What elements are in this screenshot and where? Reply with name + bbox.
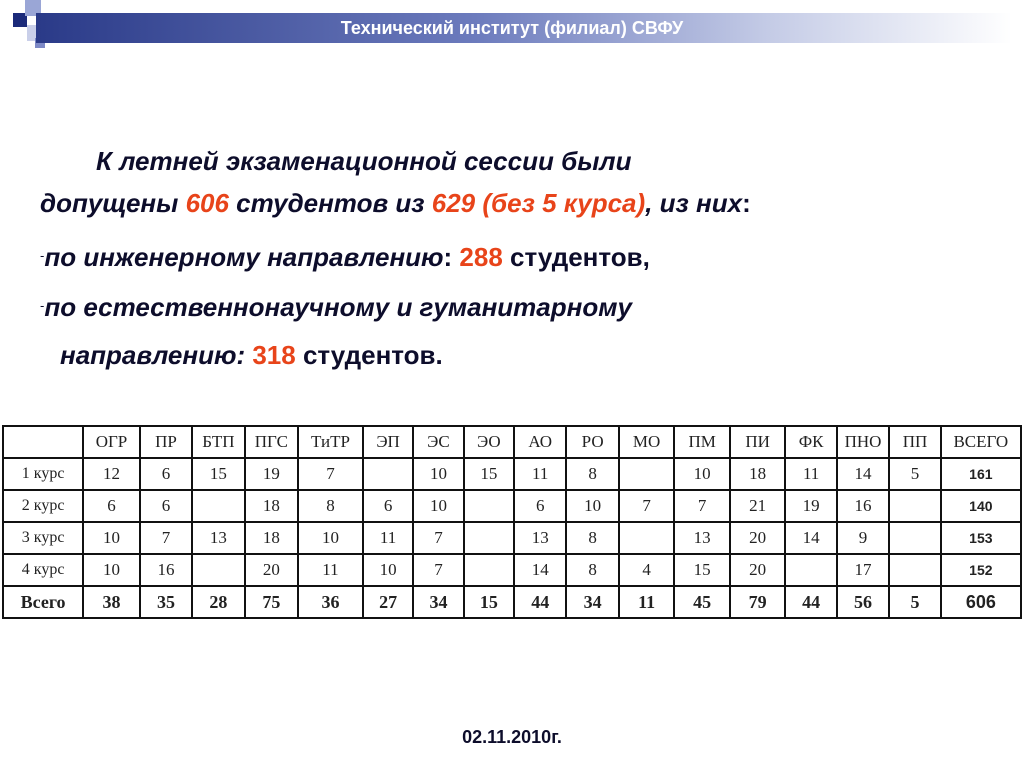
table-header-cell: РО (566, 426, 618, 458)
table-cell: 56 (837, 586, 889, 618)
table-cell: 20 (730, 554, 786, 586)
table-cell (889, 522, 940, 554)
table-cell (464, 554, 514, 586)
table-cell: 6 (83, 490, 140, 522)
table-cell: 79 (730, 586, 786, 618)
row-label-cell: 1 курс (3, 458, 83, 490)
table-cell: 20 (245, 554, 298, 586)
table-cell: 14 (785, 522, 836, 554)
table-header-row (3, 426, 1021, 458)
table-cell: 10 (413, 458, 463, 490)
summary-line-2 (40, 188, 751, 219)
table-cell: 14 (837, 458, 889, 490)
summary-line-4 (40, 292, 632, 323)
table-row (3, 522, 1021, 554)
row-total-cell: 153 (941, 522, 1021, 554)
table-cell: 10 (566, 490, 618, 522)
table-cell: 16 (837, 490, 889, 522)
table-cell: 13 (192, 522, 244, 554)
table-header-cell: ЭП (363, 426, 413, 458)
table-cell: 14 (514, 554, 566, 586)
table-row (3, 554, 1021, 586)
table-cell: 18 (245, 490, 298, 522)
row-label-cell: 3 курс (3, 522, 83, 554)
table-header-cell: ПП (889, 426, 940, 458)
table-cell: 7 (619, 490, 675, 522)
table-header-cell: ПГС (245, 426, 298, 458)
table-cell: 16 (140, 554, 192, 586)
table-cell: 38 (83, 586, 140, 618)
admitted-label: допущены (40, 188, 186, 218)
row-total-cell: 152 (941, 554, 1021, 586)
row-label-cell: 4 курс (3, 554, 83, 586)
table-cell: 18 (245, 522, 298, 554)
table-header-cell: ВСЕГО (941, 426, 1021, 458)
colon: : (742, 188, 751, 218)
table-cell: 11 (514, 458, 566, 490)
students-label: студентов. (295, 340, 443, 370)
table-cell (619, 522, 675, 554)
table-cell: 7 (298, 458, 363, 490)
table-row (3, 458, 1021, 490)
science-humanities-label: по естественнонаучному и гуманитарному (44, 292, 632, 322)
table-cell: 17 (837, 554, 889, 586)
table-cell: 8 (298, 490, 363, 522)
table-cell: 36 (298, 586, 363, 618)
table-cell: 20 (730, 522, 786, 554)
page-title: Технический институт (филиал) СВФУ (340, 18, 684, 38)
table-cell (619, 458, 675, 490)
table-cell (889, 490, 940, 522)
table-cell: 10 (83, 554, 140, 586)
table-header-cell: ФК (785, 426, 836, 458)
table-cell: 13 (514, 522, 566, 554)
summary-line-3 (40, 242, 650, 273)
row-label-cell: Всего (3, 586, 83, 618)
engineering-count: 288 (459, 242, 503, 272)
table-cell: 10 (83, 522, 140, 554)
summary-line-1: К летней экзаменационной сессии были (96, 146, 632, 176)
table-cell: 5 (889, 586, 940, 618)
table-cell: 45 (674, 586, 730, 618)
table-cell (464, 490, 514, 522)
slide-date: 02.11.2010г. (462, 727, 562, 747)
table-cell: 11 (298, 554, 363, 586)
science-humanities-count: 318 (252, 340, 296, 370)
summary-line-5 (60, 340, 443, 371)
table-header-cell: ПР (140, 426, 192, 458)
table-cell (192, 490, 244, 522)
table-header-cell: ЭО (464, 426, 514, 458)
table-cell: 6 (140, 490, 192, 522)
table-cell: 35 (140, 586, 192, 618)
table-cell: 9 (837, 522, 889, 554)
table-header-cell: ПИ (730, 426, 786, 458)
table-cell: 75 (245, 586, 298, 618)
table-cell: 8 (566, 554, 618, 586)
table-cell: 7 (413, 522, 463, 554)
table-cell: 15 (674, 554, 730, 586)
table-cell: 6 (363, 490, 413, 522)
table-cell: 27 (363, 586, 413, 618)
table-header-cell: МО (619, 426, 675, 458)
table-cell: 10 (413, 490, 463, 522)
table-cell: 34 (413, 586, 463, 618)
table-cell: 8 (566, 522, 618, 554)
row-total-cell: 161 (941, 458, 1021, 490)
table-cell: 6 (140, 458, 192, 490)
row-label-cell: 2 курс (3, 490, 83, 522)
students-of-label: студентов из (228, 188, 432, 218)
total-count: 629 (без 5 курса) (431, 188, 646, 218)
table-cell: 7 (674, 490, 730, 522)
table-cell (785, 554, 836, 586)
table-cell: 13 (674, 522, 730, 554)
table-cell: 11 (363, 522, 413, 554)
table-cell: 4 (619, 554, 675, 586)
table-cell: 44 (514, 586, 566, 618)
admitted-count: 606 (185, 188, 229, 218)
table-cell: 15 (192, 458, 244, 490)
list-dash: - (40, 248, 45, 263)
table-cell: 5 (889, 458, 940, 490)
table-cell: 15 (464, 586, 514, 618)
table-cell: 10 (363, 554, 413, 586)
table-header-cell: ПНО (837, 426, 889, 458)
list-dash: - (40, 298, 45, 313)
table-cell (192, 554, 244, 586)
table-cell: 10 (674, 458, 730, 490)
table-cell: 28 (192, 586, 244, 618)
table-cell (464, 522, 514, 554)
table-cell: 8 (566, 458, 618, 490)
table-row (3, 490, 1021, 522)
students-label: студентов, (502, 242, 650, 272)
direction-label: направлению: (60, 340, 253, 370)
table-cell: 10 (298, 522, 363, 554)
table-cell: 21 (730, 490, 786, 522)
table-cell: 15 (464, 458, 514, 490)
table-cell: 34 (566, 586, 618, 618)
table-header-cell: ТиТР (298, 426, 363, 458)
table-body (3, 458, 1021, 618)
table-cell: 19 (245, 458, 298, 490)
table-cell: 7 (140, 522, 192, 554)
table-total-row (3, 586, 1021, 618)
row-total-cell: 140 (941, 490, 1021, 522)
table-cell: 11 (619, 586, 675, 618)
table-cell (889, 554, 940, 586)
table-header-cell: БТП (192, 426, 244, 458)
table-cell: 12 (83, 458, 140, 490)
row-total-cell: 606 (941, 586, 1021, 618)
table-cell: 6 (514, 490, 566, 522)
table-cell: 7 (413, 554, 463, 586)
table-cell (363, 458, 413, 490)
table-header-cell: ОГР (83, 426, 140, 458)
table-header-cell: АО (514, 426, 566, 458)
engineering-label: по инженерному направлению (44, 242, 444, 272)
table-cell: 44 (785, 586, 836, 618)
table-header-cell: ПМ (674, 426, 730, 458)
table-cell: 18 (730, 458, 786, 490)
students-table (2, 425, 1022, 619)
table-header-cell: ЭС (413, 426, 463, 458)
table-cell: 11 (785, 458, 836, 490)
table-header-cell (3, 426, 83, 458)
colon: : (443, 242, 460, 272)
table-cell: 19 (785, 490, 836, 522)
of-them-label: , из них (645, 188, 743, 218)
